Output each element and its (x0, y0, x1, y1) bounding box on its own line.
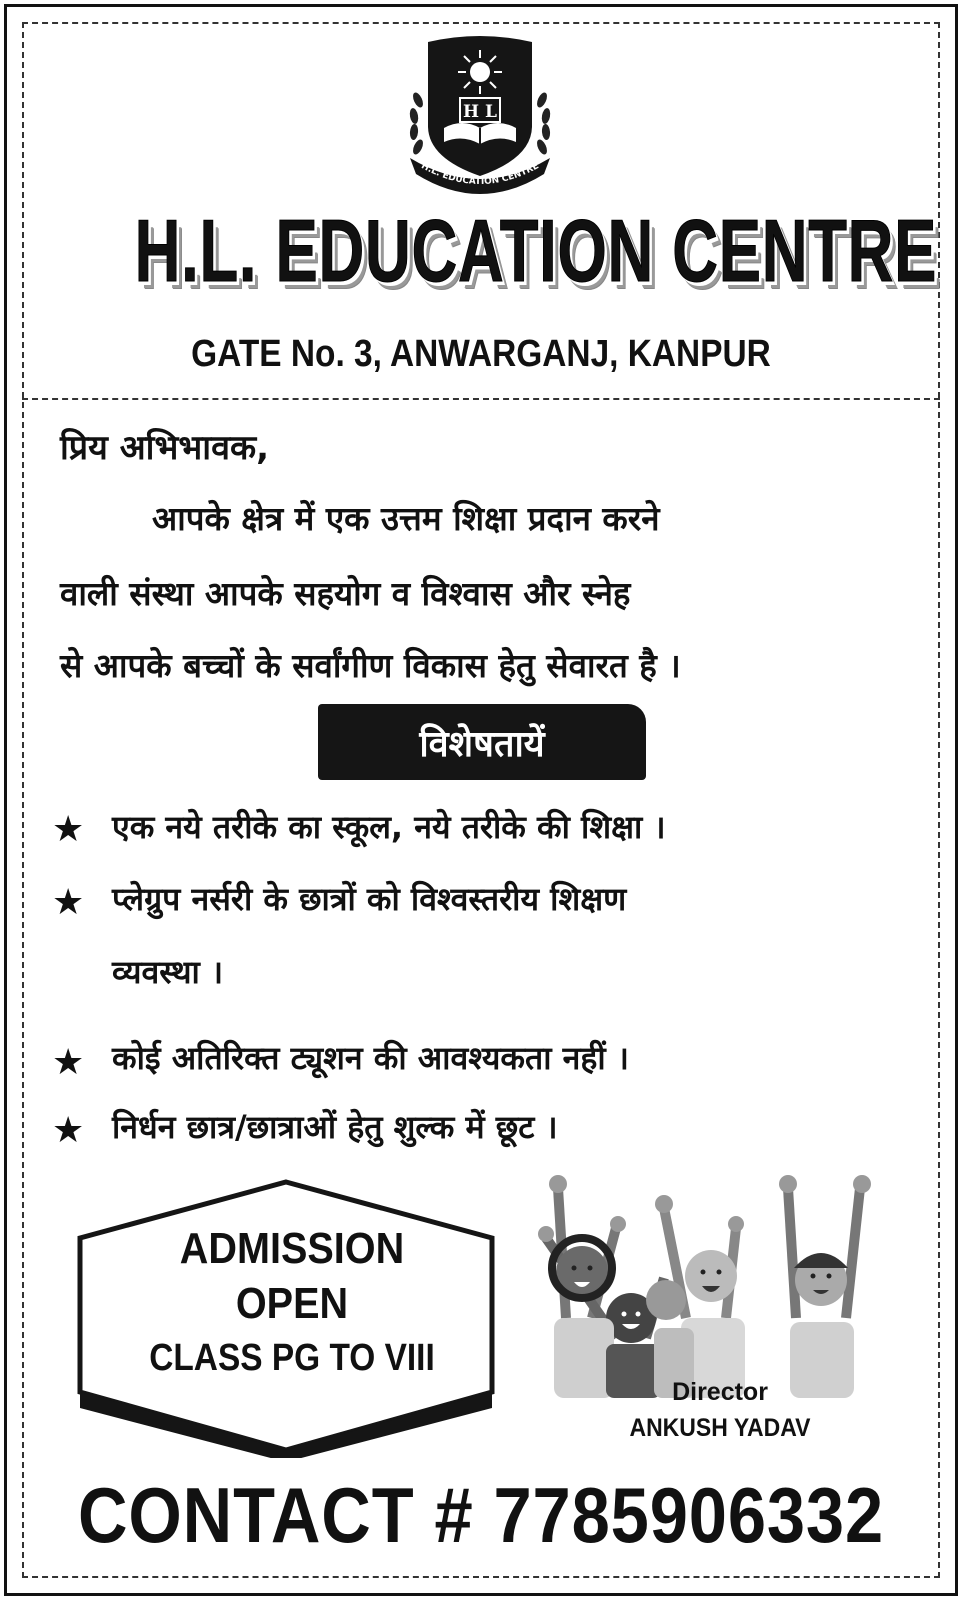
address-line: GATE No. 3, ANWARGANJ, KANPUR (191, 333, 771, 375)
star-icon: ★ (52, 1110, 85, 1151)
logo-monogram: H L (463, 102, 497, 122)
feature-item-continuation: व्यवस्था । (112, 953, 224, 991)
header-divider (22, 398, 940, 400)
children-photo (536, 1168, 894, 1398)
features-heading: विशेषतायें (419, 723, 545, 765)
school-logo (404, 30, 556, 195)
greeting-text: प्रिय अभिभावक, (60, 428, 270, 468)
star-icon: ★ (52, 809, 85, 850)
contact-number: CONTACT # 7785906332 (77, 1471, 885, 1559)
star-icon: ★ (52, 1042, 85, 1083)
admission-line-1: ADMISSION (179, 1224, 405, 1273)
director-name: ANKUSH YADAV (629, 1414, 811, 1442)
feature-item: निर्धन छात्र/छात्राओं हेतु शुल्क में छूट । (112, 1108, 558, 1146)
star-icon: ★ (52, 882, 85, 923)
features-heading-tag (318, 704, 646, 780)
feature-item: एक नये तरीके का स्कूल, नये तरीके की शिक्षा । (112, 808, 666, 846)
admission-line-3: CLASS PG TO VIII (149, 1337, 435, 1379)
feature-item: प्लेग्रुप नर्सरी के छात्रों को विश्वस्तरीय शिक्षण (112, 880, 627, 918)
logo-ribbon-text: H.L. EDUCATION CENTRE (419, 161, 541, 188)
page-title: H.L. EDUCATION CENTRE (134, 201, 938, 300)
director-label: Director (672, 1378, 768, 1406)
message-line: आपके क्षेत्र में एक उत्तम शिक्षा प्रदान करने (152, 499, 660, 538)
feature-item: कोई अतिरिक्त ट्यूशन की आवश्यकता नहीं । (112, 1039, 629, 1077)
message-line: वाली संस्था आपके सहयोग व विश्वास और स्नेह (60, 574, 631, 613)
admission-line-2: OPEN (235, 1279, 349, 1328)
message-line: से आपके बच्चों के सर्वांगीण विकास हेतु सेवारत है । (60, 646, 681, 685)
